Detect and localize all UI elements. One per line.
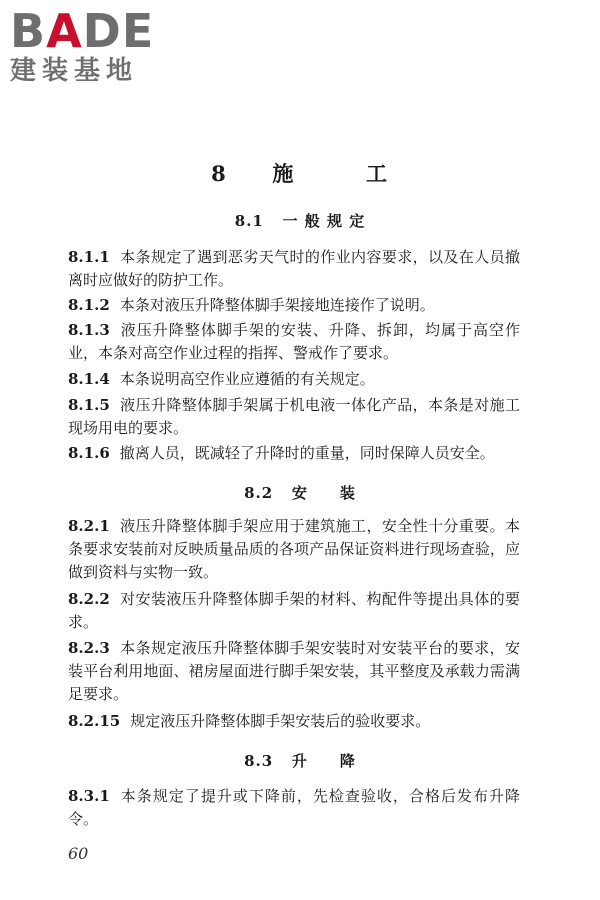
clause-8-1-2: 8.1.2 本条对液压升降整体脚手架接地连接作了说明。 [68,296,435,314]
page-number: 60 [68,844,89,863]
clause-8-1-5: 8.1.5 液压升降整体脚手架属于机电液一体化产品，本条是对施工现场用电的要求。 [68,396,520,437]
logo-mark: BADE [10,4,155,58]
clause-8-1-3: 8.1.3 液压升降整体脚手架的安装、升降、拆卸，均属于高空作业，本条对高空作业过程的指挥、警戒作了要求。 [68,321,520,362]
logo-subtitle: 建装基地 [10,56,139,86]
clause-8-2-3: 8.2.3 本条规定液压升降整体脚手架安装时对安装平台的要求，安装平台利用地面、裙房屋面进行脚手架安装，其平整度及承载力需满足要求。 [68,639,520,703]
clause-8-3-1: 8.3.1 本条规定了提升或下降前，先检查验收，合格后发布升降令。 [68,787,520,828]
logo [10,4,180,86]
clause-8-1-1: 8.1.1 本条规定了遇到恶劣天气时的作业内容要求，以及在人员撤离时应做好的防护工作。 [68,248,520,289]
clause-8-2-15: 8.2.15 规定液压升降整体脚手架安装后的验收要求。 [68,712,431,730]
clause-8-1-4: 8.1.4 本条说明高空作业应遵循的有关规定。 [68,370,375,388]
clause-8-2-1: 8.2.1 液压升降整体脚手架应用于建筑施工，安全性十分重要。本条要求安装前对反映质量品质的各项产品保证资料进行现场查验，应做到资料与实物一致。 [68,517,520,581]
clause-8-1-6: 8.1.6 撤离人员，既减轻了升降时的重量，同时保障人员安全。 [68,444,495,462]
section-title: 8.2 安 装 [244,484,356,502]
section-title: 8.3 升 降 [244,752,356,770]
chapter-title: 8 施 工 [211,161,389,186]
section-title: 8.1 一 般 规 定 [234,212,366,230]
clause-8-2-2: 8.2.2 对安装液压升降整体脚手架的材料、构配件等提出具体的要求。 [68,590,520,631]
